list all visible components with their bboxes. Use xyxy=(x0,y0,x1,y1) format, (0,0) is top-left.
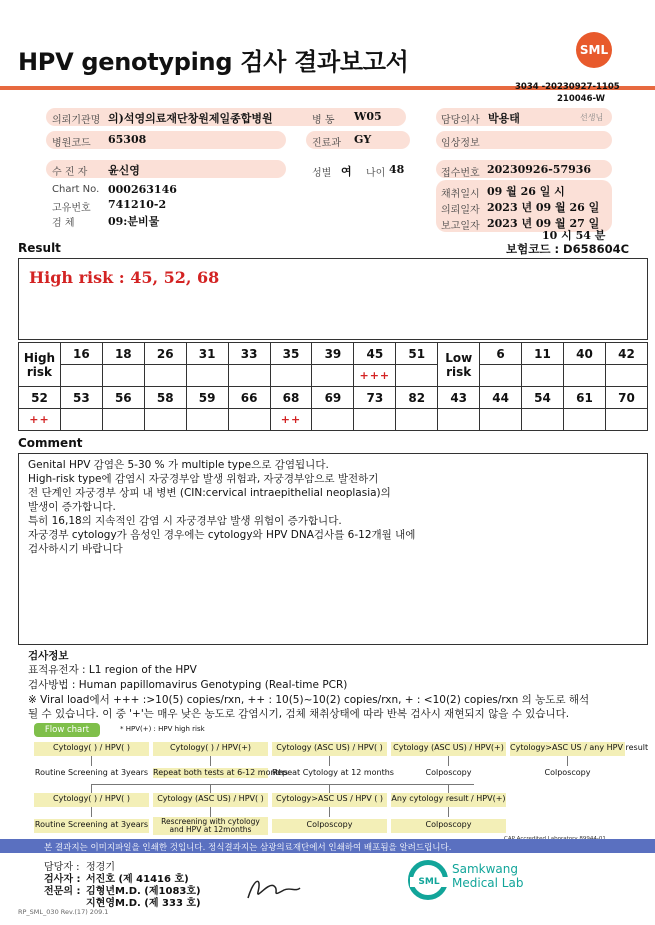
low-risk-label: Low risk xyxy=(438,343,480,387)
tester-name: 서진호 (제 41416 호) xyxy=(86,874,189,885)
result-cell xyxy=(354,409,396,431)
type-cell: 61 xyxy=(563,387,605,409)
doctor-value: 박용태 xyxy=(488,112,520,125)
result-cell xyxy=(186,409,228,431)
result-cell xyxy=(60,409,102,431)
clinical-label: 임상정보 xyxy=(441,138,480,149)
flow-node: Cytology>ASC US / HPV ( ) xyxy=(272,793,387,807)
sex-label: 성별 xyxy=(312,168,332,179)
specialist-1: 김형년M.D. (제1083호) xyxy=(86,886,201,897)
comment-line: High-risk type에 감염시 자궁경부암 발생 위험과, 자궁경부암으로 발전하기 xyxy=(28,473,379,485)
doc-number-2: 210046-W xyxy=(557,94,606,104)
dept-label: 진료과 xyxy=(312,138,341,149)
age-value: 48 xyxy=(389,163,405,176)
genotype-table xyxy=(18,342,648,431)
type-cell: 26 xyxy=(144,343,186,365)
result-cell xyxy=(228,409,270,431)
ward-label: 병 동 xyxy=(312,115,335,126)
type-cell: 52 xyxy=(19,387,61,409)
result-heading: Result xyxy=(18,241,61,255)
type-cell: 69 xyxy=(312,387,354,409)
flow-arrow xyxy=(567,756,568,766)
flow-outcome: Repeat Cytology at 12 months xyxy=(272,768,394,777)
flow-outcome: Colposcopy xyxy=(544,768,591,777)
result-summary: High risk : 45, 52, 68 xyxy=(29,268,220,287)
flow-outcome: Colposcopy xyxy=(272,819,387,833)
result-cell: +++ xyxy=(354,365,396,387)
type-cell: 43 xyxy=(438,387,480,409)
comment-line: 자궁경부 cytology가 음성인 경우에는 cytology와 HPV DNA검사를 6-12개월 내에 xyxy=(28,529,416,541)
ward-value: W05 xyxy=(354,110,382,123)
target-gene: 표적유전자 : L1 region of the HPV xyxy=(28,664,197,676)
type-cell: 56 xyxy=(102,387,144,409)
institution-label: 의뢰기관명 xyxy=(52,115,101,126)
receipt-value: 20230926-57936 xyxy=(487,163,592,176)
flow-outcome: Colposcopy xyxy=(391,819,506,833)
chart-label: Chart No. xyxy=(52,184,100,195)
result-cell xyxy=(480,409,522,431)
flow-node: Cytology( ) / HPV( ) xyxy=(34,793,149,807)
flow-arrow xyxy=(329,756,330,766)
type-cell: 16 xyxy=(60,343,102,365)
name-value: 윤신영 xyxy=(108,164,140,177)
doctor-label: 담당의사 xyxy=(441,115,480,126)
type-cell: 68 xyxy=(270,387,312,409)
flow-arrow xyxy=(448,756,449,766)
result-cell xyxy=(438,409,480,431)
flow-arrow xyxy=(210,756,211,766)
dept-value: GY xyxy=(354,133,372,146)
specialist-2: 지현영M.D. (제 333 호) xyxy=(86,898,201,909)
doc-number: 3034 -20230927-1105 xyxy=(515,82,620,92)
flowchart-legend: * HPV(+) : HPV high risk xyxy=(120,725,205,733)
collect-label: 채취일시 xyxy=(441,189,480,200)
result-cell xyxy=(102,409,144,431)
insurance-code: 보험코드 : D658604C xyxy=(506,242,630,256)
flow-arrow xyxy=(448,784,449,793)
flow-arrow xyxy=(329,784,330,793)
result-cell xyxy=(102,365,144,387)
notice-text: 본 결과지는 이미지파일을 인쇄한 것입니다. 정식결과지는 삼광의료재단에서 인쇄하여 배포됨을 알려드립니다. xyxy=(44,843,452,853)
flow-outcome: Rescreening with cytology and HPV at 12months xyxy=(153,817,268,835)
flow-node: Cytology>ASC US / any HPV result xyxy=(510,742,625,756)
form-code: RP_SML_030 Rev.(17) 209.1 xyxy=(18,908,109,916)
flow-arrow xyxy=(329,807,330,817)
comment-heading: Comment xyxy=(18,436,83,450)
type-cell: 45 xyxy=(354,343,396,365)
flow-node: Cytology (ASC US) / HPV( ) xyxy=(272,742,387,756)
flow-connector xyxy=(91,784,474,785)
flow-node: Cytology( ) / HPV(+) xyxy=(153,742,268,756)
flow-arrow xyxy=(91,807,92,817)
type-cell: 73 xyxy=(354,387,396,409)
specimen-value: 09:분비물 xyxy=(108,215,160,228)
age-label: 나이 xyxy=(366,168,386,179)
sml-footer-logo-text: SML xyxy=(410,877,448,887)
result-cell xyxy=(186,365,228,387)
signature-icon xyxy=(240,872,304,904)
type-cell: 51 xyxy=(396,343,438,365)
comment-line: 발생이 증가합니다. xyxy=(28,501,116,513)
result-cell xyxy=(228,365,270,387)
type-cell: 39 xyxy=(312,343,354,365)
result-cell: ++ xyxy=(19,409,61,431)
collect-value: 09 월 26 일 시 xyxy=(487,185,565,198)
result-cell xyxy=(563,365,605,387)
flow-outcome: Routine Screening at 3years xyxy=(34,819,149,833)
type-cell: 18 xyxy=(102,343,144,365)
flow-arrow xyxy=(448,807,449,817)
request-value: 2023 년 09 월 26 일 xyxy=(487,201,600,214)
sex-value: 여 xyxy=(341,165,352,178)
flow-node: Cytology (ASC US) / HPV( ) xyxy=(153,793,268,807)
specimen-label: 검 체 xyxy=(52,218,75,229)
type-cell: 82 xyxy=(396,387,438,409)
comment-line: 검사하시기 바랍니다 xyxy=(28,543,123,555)
type-cell: 59 xyxy=(186,387,228,409)
result-cell xyxy=(144,365,186,387)
company-name-2: Medical Lab xyxy=(452,876,524,890)
flow-node: Cytology (ASC US) / HPV(+) xyxy=(391,742,506,756)
result-cell xyxy=(522,365,564,387)
result-cell xyxy=(396,365,438,387)
type-cell: 70 xyxy=(605,387,647,409)
doctor-suffix: 선생님 xyxy=(580,113,604,122)
result-cell xyxy=(396,409,438,431)
result-cell xyxy=(270,365,312,387)
institution-value: 의)석영의료재단창원제일종합병원 xyxy=(108,112,273,125)
type-cell: 40 xyxy=(563,343,605,365)
flow-outcome: Routine Screening at 3years xyxy=(34,768,149,777)
result-cell xyxy=(312,365,354,387)
result-cell: ++ xyxy=(270,409,312,431)
staff-name: 정경기 xyxy=(86,862,115,873)
flow-outcome: Colposcopy xyxy=(425,768,472,777)
report-time: 10 시 54 분 xyxy=(542,229,606,242)
comment-line: 특히 16,18의 지속적인 감염 시 자궁경부암 발생 위험이 증가합니다. xyxy=(28,515,342,527)
result-cell xyxy=(605,365,647,387)
name-label: 수 진 자 xyxy=(52,167,88,178)
flow-node: Cytology( ) / HPV( ) xyxy=(34,742,149,756)
hospital-code-value: 65308 xyxy=(108,133,147,146)
result-cell xyxy=(605,409,647,431)
type-cell: 31 xyxy=(186,343,228,365)
receipt-label: 접수번호 xyxy=(441,168,480,179)
type-cell: 66 xyxy=(228,387,270,409)
chart-value: 000263146 xyxy=(108,183,177,196)
flow-arrow xyxy=(210,784,211,793)
test-info-heading: 검사정보 xyxy=(28,650,69,662)
flow-arrow xyxy=(91,756,92,766)
comment-line: Genital HPV 감염은 5-30 % 가 multiple type으로 감염됩니다. xyxy=(28,459,329,471)
comment-line: 전 단계인 자궁경부 상피 내 병변 (CIN:cervical intraepithelial neoplasia)의 xyxy=(28,487,391,499)
type-cell: 53 xyxy=(60,387,102,409)
report-label: 보고일자 xyxy=(441,221,480,232)
type-cell: 6 xyxy=(480,343,522,365)
viral-load-note: ※ Viral load에서 +++ :>10(5) copies/rxn, ++ : 10(5)~10(2) copies/rxn, + : <10(2) copies/rxn 의 농도로 해석 xyxy=(28,694,590,706)
unique-label: 고유번호 xyxy=(52,203,91,214)
result-cell xyxy=(144,409,186,431)
high-risk-label: High risk xyxy=(19,343,61,387)
type-cell: 42 xyxy=(605,343,647,365)
flow-outcome: Repeat both tests at 6-12 months xyxy=(153,768,288,777)
result-cell xyxy=(480,365,522,387)
report-title: HPV genotyping 검사 결과보고서 xyxy=(18,48,409,76)
flow-arrow xyxy=(91,784,92,793)
hospital-code-label: 병원코드 xyxy=(52,138,91,149)
flowchart-tag: Flow chart xyxy=(34,723,100,737)
type-cell: 44 xyxy=(480,387,522,409)
viral-load-note-2: 될 수 있습니다. 이 중 '+'는 매우 낮은 농도로 감염시기, 검체 채취상태에 따라 반복 검사시 재현되지 않을 수 있습니다. xyxy=(28,708,570,720)
staff-label: 담당자 : xyxy=(44,862,80,873)
result-cell xyxy=(563,409,605,431)
type-cell: 11 xyxy=(522,343,564,365)
type-cell: 54 xyxy=(522,387,564,409)
type-cell: 33 xyxy=(228,343,270,365)
unique-value: 741210-2 xyxy=(108,198,167,211)
result-cell xyxy=(60,365,102,387)
report-value: 2023 년 09 월 27 일 xyxy=(487,217,600,230)
type-cell: 35 xyxy=(270,343,312,365)
test-method: 검사방법 : Human papillomavirus Genotyping (Real-time PCR) xyxy=(28,679,348,691)
request-label: 의뢰일자 xyxy=(441,205,480,216)
specialist-label: 전문의 : xyxy=(44,886,81,897)
flow-node: Any cytology result / HPV(+) xyxy=(391,793,506,807)
result-cell xyxy=(312,409,354,431)
tester-label: 검사자 : xyxy=(44,874,81,885)
sml-logo: SML xyxy=(576,32,612,68)
flow-arrow xyxy=(210,807,211,817)
result-cell xyxy=(522,409,564,431)
company-name-1: Samkwang xyxy=(452,862,518,876)
type-cell: 58 xyxy=(144,387,186,409)
